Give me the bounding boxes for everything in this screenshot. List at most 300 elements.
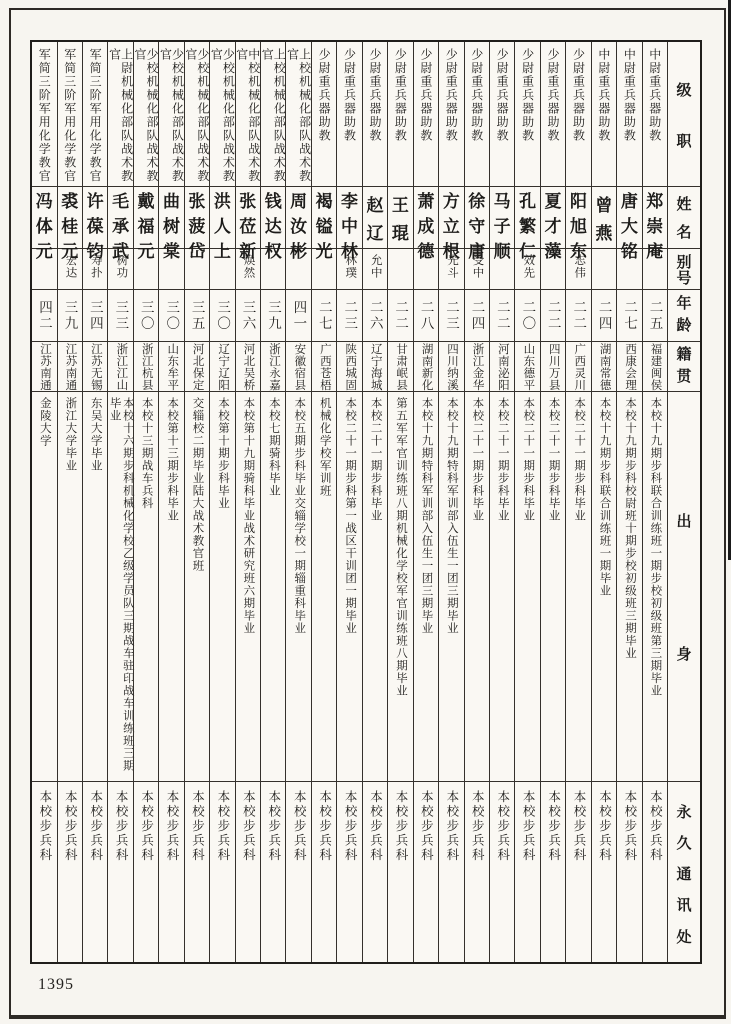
person-cell-age: [363, 290, 387, 342]
person-name: 周 汝 彬: [290, 192, 308, 261]
person-cell-origin: [490, 392, 514, 782]
person-cell-origin: [185, 392, 209, 782]
person-cell-origin: [210, 392, 234, 782]
person-column: [82, 42, 107, 962]
person-cell-native: [32, 342, 56, 392]
person-cell-native: [236, 342, 260, 392]
person-cell-rank: [58, 42, 82, 187]
person-age: 三四: [87, 299, 103, 332]
person-column: [260, 42, 285, 962]
person-age: 三〇: [164, 299, 180, 332]
person-cell-origin: [515, 392, 539, 782]
person-cell-contact: [490, 782, 514, 962]
person-age: 二三: [342, 299, 358, 332]
person-cell-alias: [159, 249, 183, 290]
person-column: [387, 42, 412, 962]
person-rank: 少尉重兵器助教: [317, 48, 332, 143]
person-contact: 本校步兵科: [495, 790, 510, 863]
person-contact: 本校步兵科: [241, 790, 256, 863]
person-origin: 本校二十一期步科毕业: [522, 397, 535, 522]
person-cell-age: [566, 290, 590, 342]
person-rank: 少尉重兵器助教: [444, 48, 459, 143]
person-name: 张 菠 岱: [188, 192, 206, 261]
person-cell-contact: [592, 782, 616, 962]
person-contact: 本校步兵科: [37, 790, 52, 863]
person-name: 张 莅 新: [239, 192, 257, 261]
person-cell-origin: [159, 392, 183, 782]
person-rank: 上校机械化部队战术教官: [260, 48, 287, 183]
person-cell-contact: [210, 782, 234, 962]
person-rank: 少校机械化部队战术教官: [133, 48, 160, 183]
header-label-contact: 永 久 通 讯 处: [676, 804, 692, 946]
person-cell-name: [108, 187, 132, 261]
person-rank: 少尉重兵器助教: [393, 48, 408, 143]
person-cell-alias: [236, 249, 260, 290]
person-alias: 允中: [369, 254, 382, 279]
person-alias: 效先: [522, 254, 535, 279]
person-column: [642, 42, 667, 962]
person-cell-name: [58, 187, 82, 261]
person-age: 二二: [494, 299, 510, 332]
person-age: 二五: [647, 299, 663, 332]
person-cell-alias: [515, 249, 539, 290]
header-cell-age: [668, 290, 700, 342]
person-rank: 军简三阶军用化学教官: [37, 48, 52, 183]
person-cell-rank: [541, 42, 565, 187]
person-cell-alias: [58, 249, 82, 290]
person-cell-alias: [108, 249, 132, 290]
person-cell-age: [337, 290, 361, 342]
person-age: 四一: [291, 299, 307, 332]
header-cell-alias: [668, 249, 700, 290]
person-name: 毛 承 武: [112, 192, 130, 261]
person-contact: 本校步兵科: [190, 790, 205, 863]
person-cell-rank: [414, 42, 438, 187]
person-name: 赵 辽: [366, 195, 384, 244]
person-origin: 本校十九期特科军训部入伍生一团三期毕业: [445, 397, 458, 635]
header-column: [667, 42, 700, 962]
person-cell-origin: [312, 392, 336, 782]
person-cell-name: [210, 187, 234, 261]
person-origin: 本校二十一期步科毕业: [369, 397, 382, 522]
person-cell-age: [58, 290, 82, 342]
person-name: 洪 人 上: [213, 192, 231, 261]
person-rank: 上校机械化部队战术教官: [285, 48, 312, 183]
person-rank: 少尉重兵器助教: [546, 48, 561, 143]
person-contact: 本校步兵科: [648, 790, 663, 863]
person-cell-name: [414, 187, 438, 261]
person-column: [438, 42, 463, 962]
person-contact: 本校步兵科: [63, 790, 78, 863]
person-cell-native: [439, 342, 463, 392]
header-label-name: 姓 名: [676, 197, 692, 241]
person-cell-age: [465, 290, 489, 342]
person-cell-age: [32, 290, 56, 342]
person-cell-name: [286, 187, 310, 261]
person-name: 孔 繁 仁: [519, 192, 537, 261]
person-cell-rank: [108, 42, 132, 187]
person-rank: 中尉重兵器助教: [596, 48, 611, 143]
person-column: [540, 42, 565, 962]
person-name: 马 子 顺: [493, 192, 511, 261]
person-cell-age: [134, 290, 158, 342]
person-name: 徐 守 庸: [468, 192, 486, 261]
person-cell-contact: [32, 782, 56, 962]
person-age: 二二: [571, 299, 587, 332]
person-cell-contact: [134, 782, 158, 962]
person-cell-alias: [388, 249, 412, 290]
person-cell-native: [515, 342, 539, 392]
person-cell-age: [312, 290, 336, 342]
person-cell-contact: [388, 782, 412, 962]
person-origin: 本校十六期步科机械化学校乙级学员队三期战车驻印战车训练班三期毕业: [108, 397, 134, 772]
person-native: 四川纳溪: [446, 342, 459, 391]
personnel-table: [30, 40, 702, 964]
person-age: 三〇: [215, 299, 231, 332]
person-cell-contact: [363, 782, 387, 962]
person-cell-origin: [58, 392, 82, 782]
person-cell-contact: [515, 782, 539, 962]
person-cell-native: [159, 342, 183, 392]
person-rank: 少尉重兵器助教: [469, 48, 484, 143]
person-cell-native: [337, 342, 361, 392]
person-native: 江苏南通: [64, 342, 77, 391]
person-column: [57, 42, 82, 962]
person-cell-age: [439, 290, 463, 342]
person-age: 二二: [545, 299, 561, 332]
person-origin: 机械化学校军训班: [318, 397, 331, 497]
person-column: [413, 42, 438, 962]
person-contact: 本校步兵科: [292, 790, 307, 863]
person-origin: 本校二十一期步科毕业: [496, 397, 509, 522]
person-native: 河北保定: [191, 342, 204, 391]
page-number: 1395: [38, 976, 74, 993]
person-column: [107, 42, 132, 962]
person-origin: 本校七期骑科毕业: [267, 397, 280, 497]
person-cell-native: [210, 342, 234, 392]
person-rank: 少尉重兵器助教: [520, 48, 535, 143]
person-contact: 本校步兵科: [546, 790, 561, 863]
person-column: [591, 42, 616, 962]
person-age: 三九: [265, 299, 281, 332]
person-rank: 上尉机械化部队战术教官: [107, 48, 134, 183]
person-contact: 本校步兵科: [622, 790, 637, 863]
header-label-rank: 级 职: [676, 83, 692, 150]
person-age: 二四: [469, 299, 485, 332]
person-cell-name: [643, 187, 667, 261]
person-column: [514, 42, 539, 962]
person-cell-origin: [261, 392, 285, 782]
person-native: 福建闽侯: [649, 342, 662, 391]
header-label-age: 年 龄: [676, 296, 692, 334]
person-contact: 本校步兵科: [419, 790, 434, 863]
person-cell-origin: [617, 392, 641, 782]
person-contact: 本校步兵科: [88, 790, 103, 863]
person-cell-rank: [465, 42, 489, 187]
person-cell-native: [261, 342, 285, 392]
person-cell-native: [58, 342, 82, 392]
person-cell-name: [490, 187, 514, 261]
person-origin: 第五军军官训练班八期机械化学校军官训练班八期毕业: [395, 397, 408, 697]
person-age: 二八: [418, 299, 434, 332]
person-cell-origin: [566, 392, 590, 782]
person-rank: 少校机械化部队战术教官: [158, 48, 185, 183]
person-cell-native: [541, 342, 565, 392]
person-age: 三六: [240, 299, 256, 332]
person-column: [133, 42, 158, 962]
person-native: 河北吴桥: [242, 342, 255, 391]
header-label-origin: 出 身: [676, 513, 692, 664]
person-cell-contact: [312, 782, 336, 962]
person-rank: 少校机械化部队战术教官: [183, 48, 210, 183]
person-contact: 本校步兵科: [165, 790, 180, 863]
person-cell-origin: [592, 392, 616, 782]
person-cell-alias: [414, 249, 438, 290]
person-cell-age: [236, 290, 260, 342]
person-column: [336, 42, 361, 962]
person-cell-age: [541, 290, 565, 342]
person-cell-alias: [32, 249, 56, 290]
person-native: 四川万县: [547, 342, 560, 391]
person-cell-native: [617, 342, 641, 392]
person-cell-age: [83, 290, 107, 342]
person-cell-origin: [388, 392, 412, 782]
person-cell-native: [363, 342, 387, 392]
person-name: 萧 成 德: [417, 192, 435, 261]
person-rank: 少尉重兵器助教: [418, 48, 433, 143]
person-age: 二〇: [520, 299, 536, 332]
person-column: [285, 42, 310, 962]
person-origin: 东吴大学毕业: [89, 397, 102, 472]
person-cell-native: [490, 342, 514, 392]
person-cell-alias: [185, 249, 209, 290]
person-cell-name: [312, 187, 336, 261]
person-origin: 本校十九期步科联合训练班一期毕业: [598, 397, 611, 597]
person-cell-age: [210, 290, 234, 342]
person-cell-contact: [541, 782, 565, 962]
person-cell-age: [108, 290, 132, 342]
person-cell-age: [159, 290, 183, 342]
person-cell-contact: [617, 782, 641, 962]
person-rank: 中尉重兵器助教: [647, 48, 662, 143]
person-age: 二六: [367, 299, 383, 332]
person-native: 浙江金华: [471, 342, 484, 391]
person-origin: 本校二十一期步科第一战区干训团一期毕业: [344, 397, 357, 635]
person-age: 二三: [444, 299, 460, 332]
person-native: 甘肃岷县: [395, 342, 408, 391]
person-rank: 军简三阶军用化学教官: [88, 48, 103, 183]
person-cell-native: [414, 342, 438, 392]
person-cell-contact: [261, 782, 285, 962]
person-cell-rank: [236, 42, 260, 187]
person-cell-native: [643, 342, 667, 392]
person-alias: 志伟: [573, 254, 586, 279]
person-cell-contact: [236, 782, 260, 962]
person-native: 湖南新化: [420, 342, 433, 391]
person-native: 山东德平: [522, 342, 535, 391]
person-cell-alias: [439, 249, 463, 290]
person-cell-contact: [159, 782, 183, 962]
person-cell-contact: [108, 782, 132, 962]
person-cell-rank: [32, 42, 56, 187]
person-name: 裘 桂 元: [61, 192, 79, 261]
person-origin: 本校十九期步科联合训练班一期步校初级班第三期毕业: [649, 397, 662, 697]
person-alias: 焕然: [242, 254, 255, 279]
person-cell-contact: [566, 782, 590, 962]
person-name: 戴 福 元: [137, 192, 155, 261]
header-cell-native: [668, 342, 700, 392]
person-cell-rank: [286, 42, 310, 187]
person-cell-origin: [643, 392, 667, 782]
person-name: 褐 镒 光: [315, 192, 333, 261]
person-cell-age: [617, 290, 641, 342]
person-native: 辽宁辽阳: [217, 342, 230, 391]
person-cell-name: [236, 187, 260, 261]
person-cell-origin: [236, 392, 260, 782]
person-alias: 树功: [115, 254, 128, 279]
person-cell-native: [83, 342, 107, 392]
person-cell-rank: [83, 42, 107, 187]
person-origin: 本校二十一期步科毕业: [573, 397, 586, 522]
person-cell-name: [566, 187, 590, 261]
header-label-alias: 别 号: [676, 254, 692, 288]
person-cell-contact: [337, 782, 361, 962]
person-alias: 受中: [471, 254, 484, 279]
person-column: [209, 42, 234, 962]
person-cell-alias: [286, 249, 310, 290]
person-name: 方 立 根: [442, 192, 460, 261]
person-cell-name: [541, 187, 565, 261]
person-native: 广西苍梧: [318, 342, 331, 391]
person-cell-rank: [592, 42, 616, 187]
person-cell-rank: [185, 42, 209, 187]
person-age: 三九: [62, 299, 78, 332]
person-origin: 本校十九期特科军训部入伍生一团三期毕业: [420, 397, 433, 635]
person-column: [184, 42, 209, 962]
person-native: 西康会理: [624, 342, 637, 391]
person-column: [362, 42, 387, 962]
person-cell-native: [286, 342, 310, 392]
person-name: 许 葆 钧: [86, 192, 104, 261]
person-cell-contact: [185, 782, 209, 962]
person-cell-origin: [439, 392, 463, 782]
person-cell-alias: [261, 249, 285, 290]
person-age: 三三: [113, 299, 129, 332]
person-rank: 少尉重兵器助教: [495, 48, 510, 143]
person-age: 四二: [37, 299, 53, 332]
person-native: 江苏无锡: [89, 342, 102, 391]
header-cell-origin: [668, 392, 700, 782]
person-cell-origin: [32, 392, 56, 782]
person-cell-alias: [566, 249, 590, 290]
person-column: [489, 42, 514, 962]
person-cell-age: [515, 290, 539, 342]
person-cell-rank: [261, 42, 285, 187]
person-column: [311, 42, 336, 962]
person-cell-native: [185, 342, 209, 392]
person-cell-name: [617, 187, 641, 261]
person-contact: 本校步兵科: [215, 790, 230, 863]
person-cell-rank: [159, 42, 183, 187]
person-cell-age: [185, 290, 209, 342]
person-contact: 本校步兵科: [368, 790, 383, 863]
person-cell-age: [286, 290, 310, 342]
person-column: [235, 42, 260, 962]
person-cell-rank: [210, 42, 234, 187]
person-alias: 寿扑: [89, 254, 102, 279]
person-cell-alias: [363, 249, 387, 290]
person-cell-alias: [490, 249, 514, 290]
person-origin: 交辎校二期毕业陆大战术教官班: [191, 397, 204, 572]
person-cell-name: [388, 187, 412, 249]
person-cell-name: [134, 187, 158, 261]
person-cell-name: [159, 187, 183, 261]
person-cell-contact: [439, 782, 463, 962]
person-contact: 本校步兵科: [139, 790, 154, 863]
person-age: 二七: [316, 299, 332, 332]
person-column: [32, 42, 56, 962]
person-cell-name: [32, 187, 56, 261]
header-cell-rank: [668, 42, 700, 187]
person-cell-name: [185, 187, 209, 261]
person-cell-rank: [439, 42, 463, 187]
person-column: [616, 42, 641, 962]
person-cell-age: [592, 290, 616, 342]
person-native: 浙江永嘉: [267, 342, 280, 391]
person-cell-rank: [363, 42, 387, 187]
person-native: 河南泌阳: [496, 342, 509, 391]
person-cell-rank: [134, 42, 158, 187]
person-cell-native: [108, 342, 132, 392]
person-cell-alias: [312, 249, 336, 290]
person-contact: 本校步兵科: [597, 790, 612, 863]
person-cell-name: [515, 187, 539, 261]
person-cell-rank: [388, 42, 412, 187]
person-cell-native: [312, 342, 336, 392]
person-contact: 本校步兵科: [266, 790, 281, 863]
person-cell-origin: [286, 392, 310, 782]
person-native: 山东牟平: [166, 342, 179, 391]
person-native: 辽宁海城: [369, 342, 382, 391]
person-cell-name: [337, 187, 361, 261]
person-origin: 金陵大学: [38, 397, 51, 447]
person-name: 曾 燕: [595, 195, 613, 244]
person-cell-contact: [465, 782, 489, 962]
person-name: 李 中 林: [341, 192, 359, 261]
person-name: 唐 大 铭: [620, 192, 638, 261]
person-cell-contact: [414, 782, 438, 962]
person-cell-contact: [83, 782, 107, 962]
person-cell-alias: [337, 249, 361, 290]
person-age: 二二: [393, 299, 409, 332]
person-origin: 本校第十三期步科毕业: [166, 397, 179, 522]
person-alias: 光斗: [446, 254, 459, 279]
person-native: 安徽宿县: [293, 342, 306, 391]
person-contact: 本校步兵科: [470, 790, 485, 863]
person-alias: 林璞: [344, 254, 357, 279]
person-origin: 本校五期步科毕业交辎学校一期辎重科毕业: [293, 397, 306, 635]
person-cell-contact: [58, 782, 82, 962]
person-rank: 中校机械化部队战术教官: [234, 48, 261, 183]
person-cell-name: [592, 187, 616, 249]
person-cell-name: [363, 187, 387, 249]
header-cell-name: [668, 187, 700, 249]
person-rank: 少尉重兵器助教: [342, 48, 357, 143]
person-cell-origin: [337, 392, 361, 782]
person-cell-native: [388, 342, 412, 392]
person-cell-name: [261, 187, 285, 261]
person-cell-alias: [83, 249, 107, 290]
